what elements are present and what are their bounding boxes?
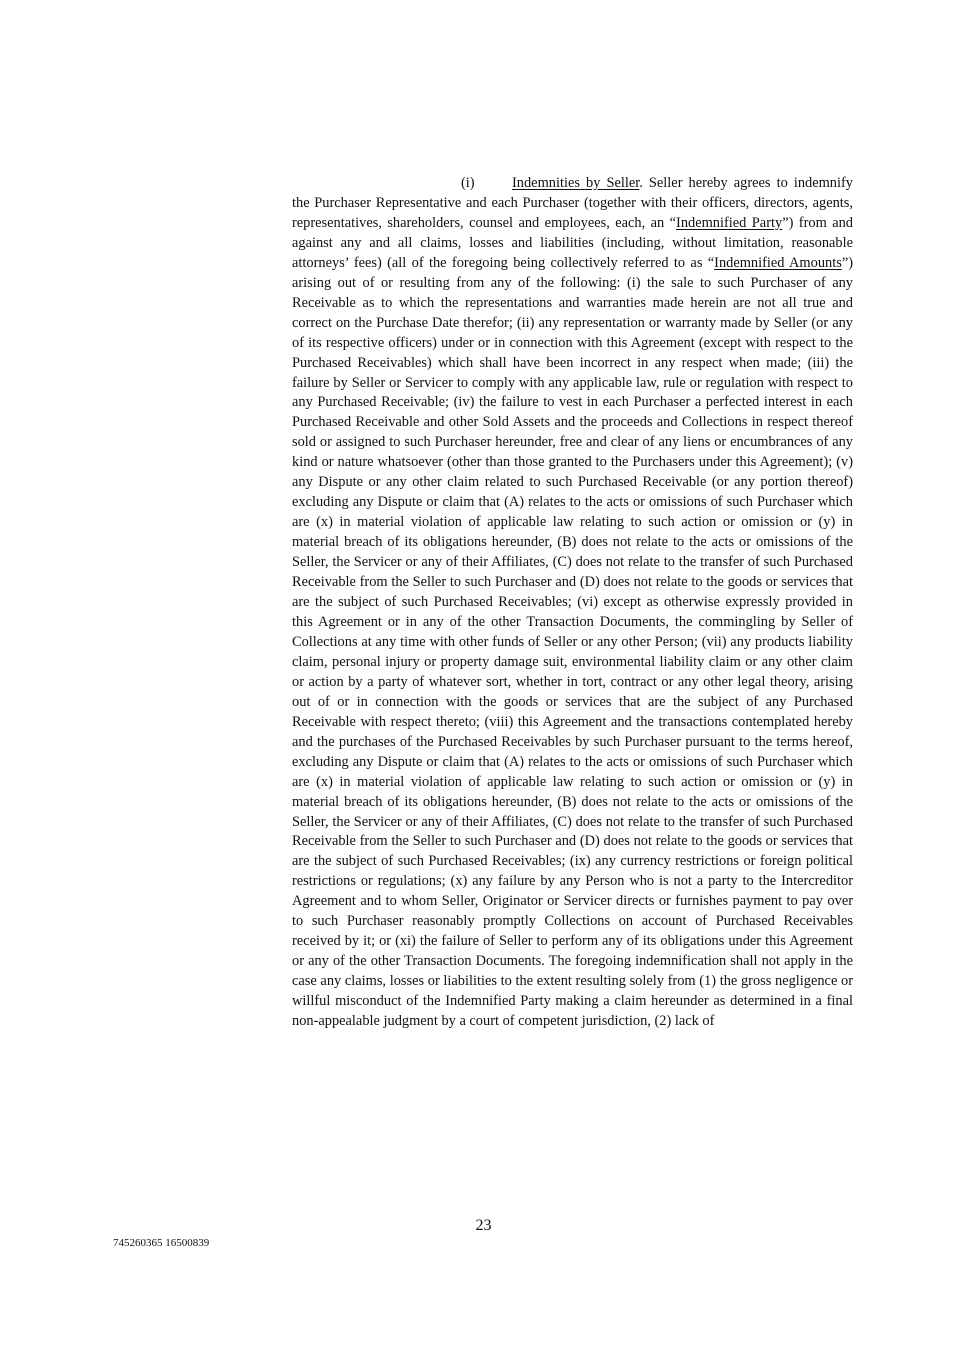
- clause-text-part-3: ”) arising out of or resulting from any of the following: (i) the sale to such Purchaser of any Receivable as to which the representations and warranties made herein are not all true and correct on the Purchase Date therefor; (ii) any representation or warranty made by Seller (or any of its respective officers) under or in connection with this Agreement (except with respect to the Purchased Receivables) which shall have been incorrect in any respect when made; (iii) the failure by Seller or Servicer to comply with any applicable law, rule or regulation with respect to any Purchased Receivable; (iv) the failure to vest in each Purchaser a perfected interest in each Purchased Receivable and other Sold Assets and the proceeds and Collections in respect thereof sold or assigned to such Purchaser hereunder, free and clear of any liens or encumbrances of any kind or nature whatsoever (other than those granted to the Purchasers under this Agreement); (v) any Dispute or any other claim related to such Purchased Receivable (or any portion thereof) excluding any Dispute or claim that (A) relates to the acts or omissions of such Purchaser which are (x) in material violation of applicable law relating to such action or omission or (y) in material breach of its obligations hereunder, (B) does not relate to the acts or omissions of the Seller, the Servicer or any of their Affiliates, (C) does not relate to the transfer of such Purchased Receivable from the Seller to such Purchaser and (D) does not relate to the goods or services that are the subject of such Purchased Receivables; (vi) except as otherwise expressly provided in this Agreement or in any of the other Transaction Documents, the commingling by Seller of Collections at any time with other funds of Seller or any other Person; (vii) any products liability claim, personal injury or property damage suit, environmental liability claim or any other claim or action by a party of whatever sort, whether in tort, contract or any other legal theory, arising out of or in connection with the goods or services that are the subject of any Purchased Receivable with respect thereto; (viii) this Agreement and the transactions contemplated hereby and the purchases of the Purchased Receivables by such Purchaser pursuant to the terms hereof, excluding any Dispute or claim that (A) relates to the acts or omissions of such Purchaser which are (x) in material violation of applicable law relating to such action or omission or (y) in material breach of its obligations hereunder, (B) does not relate to the acts or omissions of the Seller, the Servicer or any of their Affiliates, (C) does not relate to the transfer of such Purchased Receivable from the Seller to such Purchaser and (D) does not relate to the goods or services that are the subject of such Purchased Receivables; (ix) any currency restrictions or foreign political restrictions or regulations; (x) any failure by any Person who is not a party to the Intercreditor Agreement and to whom Seller, Originator or Servicer directs or furnishes payment to pay over to such Purchaser reasonably promptly Collections on account of Purchased Receivables received by it; or (xi) the failure of Seller to perform any of its obligations under this Agreement or any of the other Transaction Documents. The foregoing indemnification shall not apply in the case any claims, losses or liabilities to the extent resulting solely from (1) the gross negligence or willful misconduct of the Indemnified Party making a claim hereunder as determined in a final non-appealable judgment by a court of competent jurisdiction, (2) lack of: [292, 254, 853, 1030]
- clause-number: (i): [461, 175, 475, 191]
- defined-term-indemnified-amounts: Indemnified Amounts: [714, 254, 842, 271]
- document-id: 745260365 16500839: [113, 1237, 210, 1249]
- page-number: 23: [475, 1217, 492, 1234]
- clause-text-part-2: ”) from and against any and all claims, losses and liabilities (including, without limitation, reasonable attorneys’ fees) (all of the foregoing being collectively referred to as “: [292, 214, 853, 271]
- clause-heading: Indemnities by Seller: [512, 175, 640, 191]
- indemnities-clause: [292, 174, 853, 1032]
- defined-term-indemnified-party: Indemnified Party: [676, 214, 783, 231]
- clause-text-part-1: . Seller hereby agrees to indemnify the Purchaser Representative and each Purchaser (together with their officers, directors, agents, representatives, shareholders, counsel and employees, each, an “: [292, 175, 853, 231]
